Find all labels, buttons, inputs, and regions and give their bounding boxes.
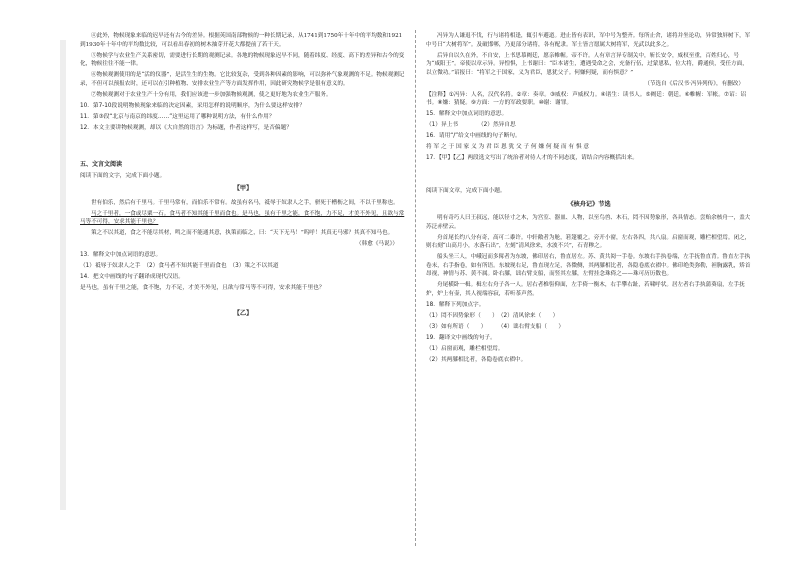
answer-space [426,165,752,187]
answer-space [80,295,406,305]
question-11: 11．第③段“北京与南京的纬度……”这里运用了哪种说明方法，有什么作用？ [80,113,275,120]
question-12: 12．本文主要讲物候观测，却以《大自然的语言》为标题，作者这样写，是否偏题？ [80,124,292,131]
annotation-notes: 【注释】①冯异：人名，汉代名将。②章：奏章。③威权：声威权力。④诸生：读书人。⑤阙廷：朝廷。⑥帷幄：军帐。⑦诏：诏书。⑧嫌：猜疑。⑨方面：一方的军政要职。⑩谢：谢罪。 [426,91,747,106]
question-15-items: （1）异上书 （2）然异自思 [426,122,516,128]
left-column [80,32,406,542]
passage-source: （韩愈《马说》） [356,241,398,247]
question-10: 10．第7-10段说明物候现象来临的决定因素，采用怎样的说明顺序，为什么要这样安排？ [80,102,305,109]
he-zhou-paragraph-3: 船头坐三人，中峨冠而多髯者为东坡，佛印居右，鲁直居左。苏、黄共阅一手卷。东坡右手执卷端，左手抚鲁直背。鲁直左手执卷末，右手指卷，如有所语。东坡现右足，鲁直现左足，各微侧，其两膝相比者，各隐卷底衣褶中。佛印绝类弥勒，袒胸露乳，矫首昂视，神情与苏、黄不属。卧右膝，诎右臂支船，而竖其左膝，左臂挂念珠倚之——珠可历历数也。 [426,254,751,277]
question-19-item-2: （2）其两膝相比者，各隐卷底衣褶中。 [426,356,527,363]
he-zhou-paragraph-4: 舟尾横卧一楫。楫左右舟子各一人。居右者椎髻仰面，左手倚一衡木，右手攀右趾，若啸呼状。居左者右手执蒲葵扇，左手抚炉，炉上有壶，其人视端容寂，若听茶声然。 [426,282,745,297]
reading-instruction: 阅读下面文章，完成下面小题。 [426,188,506,194]
he-zhou-paragraph-2: 舟首尾长约八分有奇，高可二黍许。中轩敞者为舱，箬篷覆之。旁开小窗，左右各四，共八扇。启窗而观，雕栏相望焉。闭之，则右刻“山高月小，水落石出”，左刻“清风徐来，水波不兴”，石青糁之。 [426,234,751,249]
answer-space [80,135,406,157]
ma-shuo-paragraph-1: 世有伯乐，然后有千里马。千里马常有，而伯乐不常有。故虽有名马，祗辱于奴隶人之手，骈死于槽枥之间，不以千里称也。 [91,199,399,206]
ma-shuo-paragraph-2: 马之千里者，一食或尽粟一石。食马者不知其能千里而食也。是马也，虽有千里之能，食不饱，力不足，才美不外见，且欲与常马等不可得，安求其能千里也？ [80,210,405,225]
question-17: 17．【甲】【乙】两段选文写出了统治者对待人才的不同态度，请结合内容概括出来。 [426,155,638,161]
binding-margin [60,40,66,510]
question-13: 13．解释文中加点词语的意思。 [80,252,162,258]
passage-title: 《核舟记》节选 [567,200,611,208]
question-15: 15．解释文中加点词语的意思。 [426,111,508,117]
passage-paragraph-4: ④此外，物候现象来临的迟早还有古今的差异。根据英国南部物候的一种长期记录，从1741到1750年十年中的平均数和1921到1930年十年中的平均数比较，可以看出春初的树木抽芽开花大都提前了若干天。 [80,33,403,48]
passage-paragraph-5: ⑤物候学与农业生产关系密切，需要进行长期的观测记录。各地的物候现象迟早不同，随着纬度、经度、高下的差异和古今的变化，物候往往不能一律。 [80,52,405,67]
passage-paragraph-7: ⑦物候观测对于农业生产十分有用，我们应该进一步加强物候观测，使之更好地为农业生产服务。 [91,91,332,98]
question-13-items: （1）祗辱于奴隶人之手 （2）食马者不知其能千里而食也 （3）策之不以其道 [80,263,279,269]
question-14-sentence: 是马也，虽有千里之能，食不饱，力不足，才美不外见，且欲与常马等不可得，安求其能千里也？ [80,285,325,291]
question-14: 14．把文中画线的句子翻译成现代汉语。 [80,274,184,280]
right-column [426,32,752,542]
passage-yi-label: 【乙】 [233,310,253,317]
question-18: 18．解释下列加点字。 [426,301,485,308]
column-divider [415,30,416,546]
question-18-items-b: （3）如有所语（ ） （4）诎右臂支船（ ） [426,323,565,330]
reading-instruction: 阅读下面的文字，完成下面小题。 [80,172,166,179]
feng-yi-paragraph-1: 冯异为人谦退不伐，行与诸将相逢，辄引车避道。进止皆有表识，军中号为整齐。每所止舍，诸将并坐论功，异常独屏树下，军中号曰“大树将军”。及破邯郸，乃更部分诸将，各有配隶。军士皆言愿属大树将军，光武以此多之。 [426,33,751,48]
question-19: 19．翻译文中画线的句子。 [426,334,496,341]
question-18-items-a: （1）罔不因势象形（ ） （2）清风徐来（ ） [426,312,559,319]
he-zhou-paragraph-1: 明有奇巧人曰王叔远，能以径寸之木，为宫室、器皿、人物，以至鸟兽、木石，罔不因势象形，各具情态。尝贻余核舟一，盖大苏泛赤壁云。 [426,215,751,230]
passage-paragraph-6: ⑥物候观测使用的是“活的仪器”，是活生生的生物。它比较复杂，受到各种因素的影响，可以弥补气象观测的不足。物候观测记录，不但可以预报农时，还可以在引种植物、安排农业生产等方面发挥作用，因此研究物候学是很有意义的。 [80,72,405,87]
passage-jia-label: 【甲】 [233,185,253,192]
question-19-item-1: （1）启窗而观，雕栏相望焉。 [426,345,504,352]
ma-shuo-paragraph-3: 策之不以其道，食之不能尽其材，鸣之而不能通其意，执策而临之，曰：“天下无马！”呜呼！其真无马邪？其真不知马也。 [91,230,394,236]
section-5-heading: 五、文言文阅读 [80,160,123,168]
question-16-sentence: 将 军 之 于 国 家 义 为 君 臣 恩 犹 父 子 何 嫌 何 疑 而 有 惧 意 [426,144,590,150]
passage-source: （节选自《后汉书·冯异列传》，有删改） [644,80,744,87]
feng-yi-paragraph-2: 后异自以久在外，不自安，上书思慕阙廷，愿亲帷幄。帝不许。人有章言异专制关中，斩长安令，威权至重，百姓归心，号为“咸阳王”。帝使以章示异。异惶惧，上书谢曰：“臣本诸生，遭遇受命之会，充备行伍，过蒙恩私，位大将，爵通侯，受任方面，以立微功。”诏报曰：“将军之于国家，义为君臣，恩犹父子。何嫌何疑，而有惧意？” [426,52,748,76]
question-16: 16．请用“/”给文中画线的句子断句。 [426,133,521,139]
